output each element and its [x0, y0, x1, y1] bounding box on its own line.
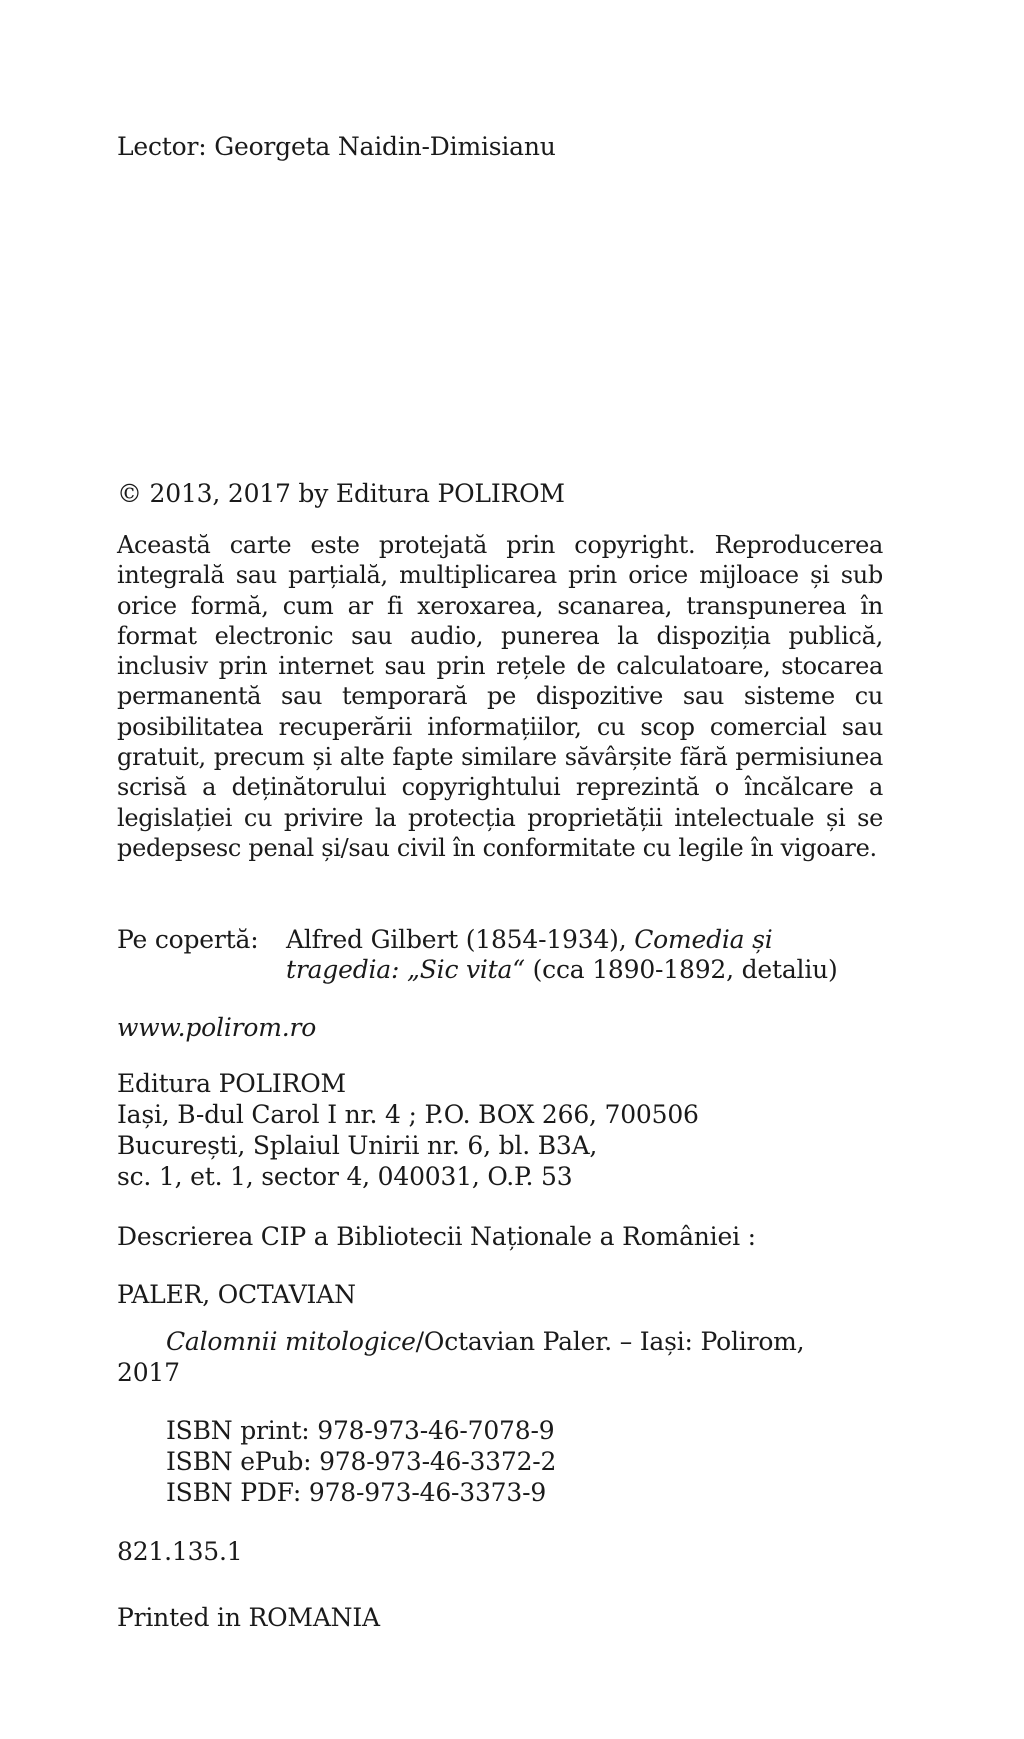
publisher-iasi-address: Iași, B-dul Carol I nr. 4 ; P.O. BOX 266, 700506 [117, 1100, 699, 1129]
publisher-name: Editura POLIROM [117, 1069, 346, 1098]
cip-year: 2017 [117, 1358, 180, 1387]
cover-work-title-continued: tragedia: „Sic vita“ [286, 955, 525, 984]
cover-artist: Alfred Gilbert (1854-1934), [286, 925, 627, 954]
cover-details: (cca 1890-1892, detaliu) [532, 955, 838, 984]
classification-code: 821.135.1 [117, 1537, 243, 1566]
website-link[interactable]: www.polirom.ro [117, 1013, 317, 1042]
cip-heading: Descrierea CIP a Bibliotecii Naționale a României : [117, 1222, 756, 1251]
cip-author: PALER, OCTAVIAN [117, 1280, 356, 1309]
cover-work-title: Comedia și [634, 925, 773, 954]
cover-credit [286, 925, 773, 955]
cip-title-line [166, 1327, 804, 1357]
cover-label: Pe copertă: [117, 925, 259, 954]
cover-credit-continued [286, 955, 838, 985]
isbn-epub: ISBN ePub: 978-973-46-3372-2 [166, 1447, 557, 1476]
isbn-pdf: ISBN PDF: 978-973-46-3373-9 [166, 1478, 547, 1507]
cip-title-rest: /Octavian Paler. – Iași: Polirom, [415, 1327, 805, 1356]
isbn-print: ISBN print: 978-973-46-7078-9 [166, 1416, 555, 1445]
copyright-line: © 2013, 2017 by Editura POLIROM [117, 479, 565, 508]
publisher-bucuresti-address-2: sc. 1, et. 1, sector 4, 040031, O.P. 53 [117, 1162, 573, 1191]
printed-in: Printed in ROMANIA [117, 1603, 380, 1632]
copyright-notice: Această carte este protejată prin copyright. Reproducerea integrală sau parțială, multiplicarea prin orice mijloace și sub orice formă, cum ar fi xeroxarea, scanarea, transpunerea în format electronic sau audio, punerea la dispoziția publică, inclusiv prin internet sau prin rețele de calculatoare, stocarea permanentă sau temporară pe dispozitive sau sisteme cu posibilitatea recuperării informațiilor, cu scop comercial sau gratuit, precum și alte fapte similare săvârșite fără permisiunea scrisă a deținătorului copyrightului reprezintă o încălcare a legislației cu privire la protecția proprietății intelectuale și se pedepsesc penal și/sau civil în conformitate cu legile în vigoare. [117, 531, 883, 862]
lector-line: Lector: Georgeta Naidin-Dimisianu [117, 132, 556, 161]
cip-book-title: Calomnii mitologice [166, 1327, 416, 1356]
publisher-bucuresti-address: București, Splaiul Unirii nr. 6, bl. B3A, [117, 1131, 598, 1160]
